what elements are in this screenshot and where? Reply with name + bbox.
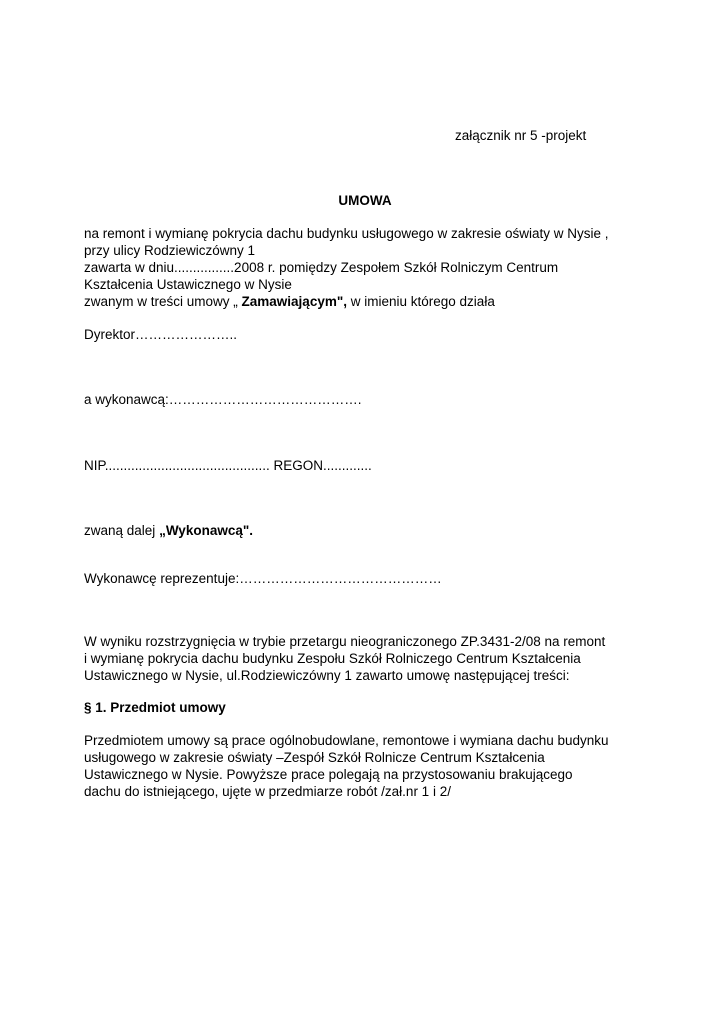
- representative-line: Wykonawcę reprezentuje:………………………………………: [84, 571, 442, 586]
- called-text: zwaną dalej: [84, 523, 160, 538]
- intro-line: zawarta w dniu................2008 r. pomiędzy Zespołem Szkół Rolniczym Centrum: [84, 260, 559, 275]
- annex-label: załącznik nr 5 -projekt: [455, 128, 587, 143]
- section-heading: § 1. Przedmiot umowy: [84, 700, 226, 715]
- contractor-line: a wykonawcą:…………………………………….: [84, 392, 362, 407]
- intro-text: zwanym w treści umowy „: [84, 294, 242, 309]
- nip-regon-line: NIP............................................ REGON.............: [84, 458, 372, 473]
- contractor-term-line: [84, 522, 253, 539]
- result-line: i wymianę pokrycia dachu budynku Zespołu Szkół Rolniczego Centrum Kształcenia: [84, 651, 581, 666]
- intro-line: przy ulicy Rodziewiczówny 1: [84, 243, 256, 258]
- result-line: W wyniku rozstrzygnięcia w trybie przetargu nieograniczonego ZP.3431-2/08 na remont: [84, 634, 606, 649]
- client-term: Zamawiającym",: [241, 294, 347, 309]
- section-line: Przedmiotem umowy są prace ogólnobudowlane, remontowe i wymiana dachu budynku: [84, 733, 609, 748]
- contractor-term: „Wykonawcą".: [159, 523, 253, 538]
- result-line: Ustawicznego w Nysie, ul.Rodziewiczówny 1 zawarto umowę następującej treści:: [84, 668, 570, 683]
- director-line: Dyrektor…………………..: [84, 327, 238, 342]
- section-line: usługowego w zakresie oświaty –Zespół Szkół Rolnicze Centrum Kształcenia: [84, 750, 545, 765]
- document-title: UMOWA: [338, 193, 392, 208]
- section-line: Ustawicznego w Nysie. Powyższe prace polegają na przystosowaniu brakującego: [84, 767, 573, 782]
- intro-line: Kształcenia Ustawicznego w Nysie: [84, 277, 292, 292]
- intro-text: w imieniu którego działa: [347, 294, 495, 309]
- intro-line: na remont i wymianę pokrycia dachu budynku usługowego w zakresie oświaty w Nysie ,: [84, 226, 609, 241]
- intro-line: [84, 293, 495, 310]
- section-line: dachu do istniejącego, ujęte w przedmiarze robót /zał.nr 1 i 2/: [84, 784, 451, 799]
